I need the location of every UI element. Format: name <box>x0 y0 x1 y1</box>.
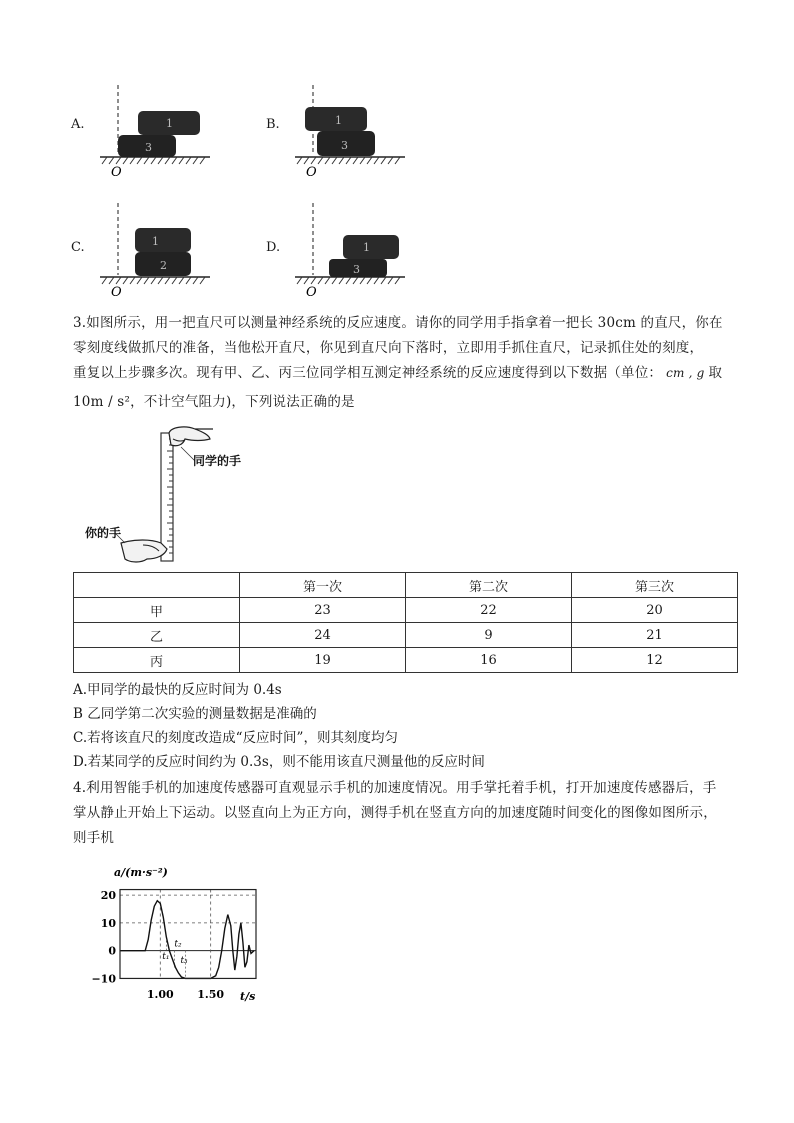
q3-line-3: 重复以上步骤多次。现有甲、乙、丙三位同学相互测定神经系统的反应速度得到以下数据（单位： cm , g 取 <box>73 365 723 381</box>
q3-line-4: 10m / s²，不计空气阻力)，下列说法正确的是 <box>73 394 355 410</box>
table-cell: 16 <box>406 648 572 673</box>
x-tick-label: 1.50 <box>197 988 225 1001</box>
q4-line-2: 掌从静止开始上下运动。以竖直向上为正方向，测得手机在竖直方向的加速度随时间变化的图像如图所示， <box>73 805 717 821</box>
option-c-origin: O <box>111 285 122 300</box>
option-c-figure <box>70 200 260 305</box>
table-row <box>74 648 738 673</box>
q3-option-b: B 乙同学第二次实验的测量数据是准确的 <box>73 706 317 722</box>
table-row <box>74 623 738 648</box>
time-annotation: t₁ <box>162 952 170 962</box>
row-name: 甲 <box>74 598 240 623</box>
q4-stem <box>73 776 745 851</box>
table-header-cell: 第一次 <box>240 573 406 598</box>
reaction-data-table <box>73 572 738 673</box>
y-tick-label: −10 <box>91 972 116 986</box>
acceleration-series-line <box>120 901 254 979</box>
q3-stem <box>73 311 743 415</box>
q3-options <box>73 678 743 774</box>
tick-labels <box>91 889 224 1001</box>
y-tick-label: 20 <box>100 889 116 903</box>
table-header-row <box>74 573 738 598</box>
option-c-block-top-label: 1 <box>152 235 159 248</box>
table-cell: 20 <box>572 598 738 623</box>
q4-line-1: 4.利用智能手机的加速度传感器可直观显示手机的加速度情况。用手掌托着手机，打开加速度传感器后，手 <box>73 780 717 796</box>
table-cell: 21 <box>572 623 738 648</box>
table-header-cell: 第三次 <box>572 573 738 598</box>
option-b-block-top-label: 1 <box>335 114 342 127</box>
q3-option-a: A.甲同学的最快的反应时间为 0.4s <box>73 682 282 698</box>
table-cell: 9 <box>406 623 572 648</box>
time-annotation: t₂ <box>174 939 182 950</box>
option-c-block-bottom-label: 2 <box>160 259 167 272</box>
option-b-letter: B. <box>266 117 280 132</box>
y-tick-label: 0 <box>108 944 116 958</box>
y-tick-label: 10 <box>100 916 116 930</box>
time-annotations <box>162 940 188 967</box>
option-b-figure <box>265 80 455 185</box>
table-cell: 12 <box>572 648 738 673</box>
option-a-figure <box>70 80 260 185</box>
ruler-figure <box>85 425 265 570</box>
row-name: 乙 <box>74 623 240 648</box>
acceleration-chart <box>86 862 266 1004</box>
time-annotation: t₃ <box>180 956 188 967</box>
option-d-letter: D. <box>266 240 281 255</box>
q4-line-3: 则手机 <box>73 830 115 846</box>
option-a-letter: A. <box>71 117 85 132</box>
option-c-letter: C. <box>71 240 85 255</box>
y-axis-label: a/(m·s⁻²) <box>114 866 168 879</box>
table-cell: 24 <box>240 623 406 648</box>
option-d-figure <box>265 200 455 305</box>
option-a-origin: O <box>111 165 122 180</box>
option-d-block-top-label: 1 <box>363 241 370 254</box>
q3-option-c: C.若将该直尺的刻度改造成“反应时间”，则其刻度均匀 <box>73 730 398 746</box>
your-hand-label: 你的手 <box>85 526 122 540</box>
q3-line-2: 零刻度线做抓尺的准备，当他松开直尺，你见到直尺向下落时，立即用手抓住直尺，记录抓住处的刻度， <box>73 340 704 356</box>
option-d-origin: O <box>306 285 317 300</box>
option-d-block-bottom-label: 3 <box>353 263 360 276</box>
option-a-block-bottom-label: 3 <box>145 141 152 154</box>
classmate-hand-label: 同学的手 <box>193 454 242 468</box>
table-cell: 23 <box>240 598 406 623</box>
q3-option-d: D.若某同学的反应时间约为 0.3s，则不能用该直尺测量他的反应时间 <box>73 754 485 770</box>
q3-line-1: 3.如图所示，用一把直尺可以测量神经系统的反应速度。请你的同学用手指拿着一把长 30cm 的直尺，你在 <box>73 315 723 331</box>
x-axis-label: t/s <box>240 990 256 1003</box>
x-tick-label: 1.00 <box>146 988 174 1001</box>
table-row <box>74 598 738 623</box>
q3-g-value: 10m / s² <box>73 394 131 410</box>
table-header-cell: 第二次 <box>406 573 572 598</box>
option-a-block-top-label: 1 <box>166 117 173 130</box>
table-cell: 19 <box>240 648 406 673</box>
table-cell: 22 <box>406 598 572 623</box>
table-header-cell <box>74 573 240 598</box>
q3-unit: cm , g <box>666 366 705 380</box>
row-name: 丙 <box>74 648 240 673</box>
option-b-block-bottom-label: 3 <box>341 139 348 152</box>
option-b-origin: O <box>306 165 317 180</box>
